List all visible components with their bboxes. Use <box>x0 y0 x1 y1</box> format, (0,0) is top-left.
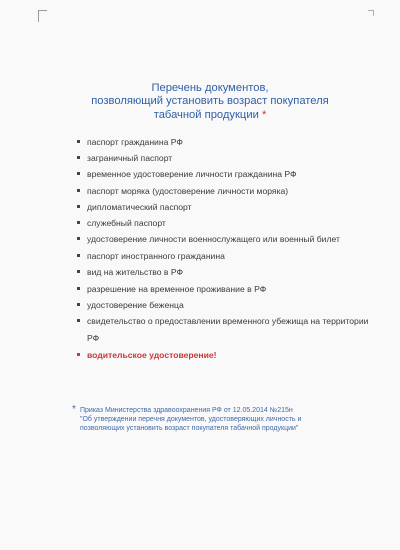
list-item <box>77 183 377 199</box>
list-item <box>77 248 377 264</box>
list-item-text: паспорт иностранного гражданина <box>87 251 225 262</box>
list-item <box>77 215 377 231</box>
list-item-text: удостоверение личности военнослужащего или военный билет <box>87 234 340 245</box>
footnote <box>72 404 380 434</box>
list-item-highlight <box>77 347 377 363</box>
bullet-icon <box>77 353 80 356</box>
bullet-icon <box>77 189 80 192</box>
bullet-icon <box>77 156 80 159</box>
heading-line-3 <box>60 109 360 122</box>
list-item-text: разрешение на временное проживание в РФ <box>87 283 267 294</box>
document-heading <box>60 82 360 122</box>
heading-line-1: Перечень документов, <box>151 82 269 94</box>
footnote-line-1: Приказ Министерства здравоохранения РФ от 12.05.2014 №215н <box>80 407 293 414</box>
scan-corner-mark-right <box>368 10 374 16</box>
footnote-line-3: позволяющих установить возраст покупателя табачной продукции" <box>80 425 299 433</box>
list-item-text: вид на жительство в РФ <box>87 267 184 278</box>
list-item <box>77 150 377 166</box>
bullet-icon <box>77 303 80 306</box>
list-item <box>77 297 377 313</box>
scan-corner-mark <box>38 10 47 22</box>
bullet-icon <box>77 287 80 290</box>
heading-line-2: позволяющий установить возраст покупателя <box>91 95 329 108</box>
list-item <box>77 134 377 150</box>
list-item <box>77 166 377 182</box>
list-item <box>77 281 377 297</box>
list-item <box>77 264 377 280</box>
list-item <box>77 313 377 347</box>
heading-asterisk: * <box>261 108 267 121</box>
list-item-text: водительское удостоверение! <box>87 350 217 361</box>
list-item-text: заграничный паспорт <box>87 153 173 164</box>
list-item-text: паспорт моряка (удостоверение личности моряка) <box>87 185 289 196</box>
list-item-text: паспорт гражданина РФ <box>87 137 183 147</box>
bullet-icon <box>77 254 80 257</box>
footnote-asterisk: * <box>72 404 76 415</box>
list-item-text: временное удостоверение личности гражданина РФ <box>87 169 297 180</box>
footnote-line-2: "Об утверждении перечня документов, удостоверяющих личность и <box>80 416 302 424</box>
bullet-icon <box>77 140 80 143</box>
list-item-text: дипломатический паспорт <box>87 201 192 212</box>
bullet-icon <box>77 270 80 273</box>
bullet-icon <box>77 205 80 208</box>
bullet-icon <box>77 237 80 240</box>
list-item-text: служебный паспорт <box>87 218 166 229</box>
list-item-text: свидетельство о предоставлении временного убежища на территории РФ <box>87 316 369 344</box>
bullet-icon <box>77 319 80 322</box>
list-item <box>77 231 377 248</box>
bullet-icon <box>77 172 80 175</box>
documents-list <box>77 134 377 363</box>
list-item-text: удостоверение беженца <box>87 299 184 310</box>
bullet-icon <box>77 221 80 224</box>
list-item <box>77 199 377 215</box>
heading-line-3-text: табачной продукции <box>153 108 259 121</box>
